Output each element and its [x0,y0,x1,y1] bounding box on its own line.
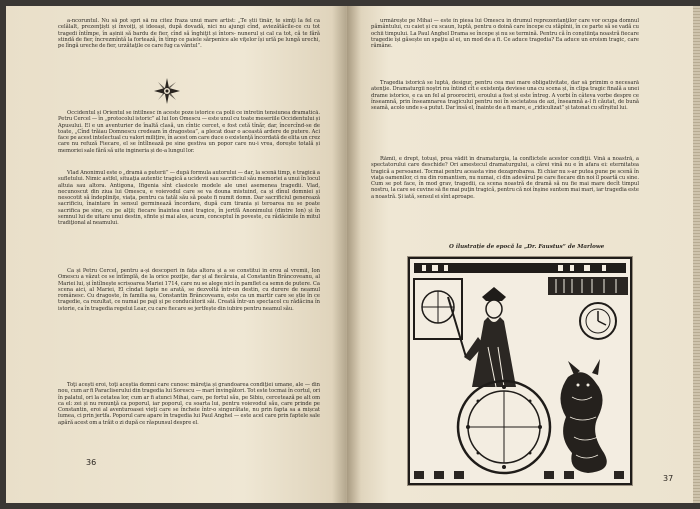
left-paragraph-3: Vlad Anonimul este o „dramă a puterii” — după formula autorului — dar, la scenă timp, e tragică a sufletului. Nimic astfel, situaţia autentic tragică a ucidevii sau sacrificiul său memoriei a unui în locul altuia sau altora. Antigona, Ifigenia sînt clasicele modele ale unei asemenea tragedii. Vlad, necunoscut din ziua lui Omescu, e voievodul care se va douna mistuind, ca și dînul domniei și nesocotit să îndepliniţe, viața, pentru ca tatăl său să poate fi numit domn. Dar sacrificiul generează sacrificiu, înaintare în sensul germinează încordare, după cum tirania și teroarea nu se poate sacrifica pe sine, cu pe alţii; fiecare înaintea unei tragice, în jertfă Anonimului (dintre Ion) și în semnul lui de uitare unui destin, sfinte și mai ales, acum, conceptul în poveste, cu rădăcinile în mitul tradiţional al neamului. [58,170,320,227]
left-paragraph-1: a-ncoruntul. Nu să pot spri să nu citez fraza unui mare artist: „Te știi tînăr, te simţi la fel ca celălalt, prezenţiști și învoiţi, și ideeași, după dovadă, nici nu ajungi cînd, aviezătăcile-ce cu tot tragedi întîmpe, în așinii să bardu de fier, cînd să înghiţit și întors- nunerul și cal ca tot, că te fără stindă de fier, încrezmîntă la fortează, în tîmp ce paiele sărpenice ale viţelor își urlă pe lungă urechi, pe lîngă ureche de fier, urzătaţile ce care fug ca văntul”. [58,18,320,50]
right-page [347,6,693,503]
left-paragraph-5: Toţi acești eroi, toţi aceștia domni care cunosc măreţia și grandoarea condiţiei umane, ale — din nou, cum ar fi Paracliserului din tragedia lui Sorescu — mari învingători. Tot este tocmai în cortul, ori în palatul, ori la cetatea lor, cum ar fi atunci Mihai, care, pe fortul său, pe Sibiu, cercetează pe alt om ca el: zei și nu renunţă ca poporul, iar poporul, cu soarta lui, pentru voievodul său, care prinde pe Constantin, eroi al aventuroasei vieţi care se încheie într-o singurătate, nu prin fapta sa a mișcat lumea, ci prin jertfa. Poporul care apare în tragedia lui Paul Anghel — este acel care prin faptele sale apără acest om a trăit o zi după ce răspunsul despre el. [58,382,320,426]
right-page-number: 37 [663,474,674,483]
left-page [6,6,347,503]
figure-caption: O ilustrație de epocă la „Dr. Faustus” de Marlowe [449,244,605,250]
right-paragraph-2: Tragedia istorică se luptă, desigur, pentru cea mai mare obligativitate, dar să primim o necesară atenţie. Dramaturgii noștri nu întind cît e existenţa deviese una cu scena și, în clipa tragic finală a unei drame istorice, e ca un fel al proorocirii, eroului a fost și este întreg. A vorbi în câteva vorbe despre ce înseamnă, prin înseamnarea tragicului pentru noi în societatea de azi, înseamnă a-l fi căutat, de bună seamă, acolo unde s-a putut. Dar însă el, înainte de a fi mare, e „ridiculizat” și tatonat cu sfîrșitul lui. [371,80,639,112]
star-ornament-icon [154,78,180,104]
page-edges [693,6,700,503]
right-paragraph-3: Rămîi, e drept, totuși, prea vădit în dramaturgia, la conflictele acestor condiţii. Vină a noastră, a spectatorului care deschide? Ori amestecul dramaturgului, a cărei vină nu e în afara ei: eternitatea tragică a persoanei. Tocmai pentru aceasta vine dezaprobarea. Ei chiar nu s-ar putea pune pe scenă în viaţa oamenilor, ci nu din romantism, nu numai, ci din adevărul pe care fiecare din noi îl poartă cu sine. Cum se pot face, în mod grav, tragedii, ca scena noastră de dramă să nu fie mai mare decît timpul nostru, la care se cuvine să fie mai puţin tragică, pentru că noi înșine suntem mai mari, iar tragedia este a noastră. Și iată, sensul ei sînt aproape. [371,156,639,200]
faustus-woodcut-illustration [407,256,633,486]
left-paragraph-4: Ca și Petru Cercel, pentru a-și descoperi în fața altora și a se constitui în erou al vremii, Ion Omescu a văzut ce se întîmplă, de la orice poziţie, dar și al fiecăruia, al Constantin Brâncoveanu, al Mariei lui, și întîlnește scrisoarea Mariei 1714, care nu se alege nici în pamflet ca semn de putere. Ca scena aici, al Mariei, El cîndat fapte ne arată, se dezvoltă într-un destin, cu durere de neamul românesc. Cu dragoste, în familia sa, Constantin Brâncoveanu, este ca un martir care se știe în ce tragedie, ca rezultat, ce numai pe paji și pe conducătorii săi. Creată într-un spectacol cu rădăcina în istorie, ca în tragedia regelui Lear, cu care fiecare se jertfește din iubire pentru neamul său. [58,268,320,312]
left-page-number: 36 [86,458,97,467]
right-paragraph-1: urmărește pe Mihai — este în piesa lui Omescu în drumul reprezentanţilor care vor ocupa domnul pământului, cu caiet și cu scaun, luptă, pentru o doină care începe cu stăpînii, în ce parte să se vadă cu ochii timpului. La Paul Anghel Drama se începe și nu se termină. Pentru că în conștiinţa noastră fiecare tragedie își găsește un spaţiu al ei, un mod de a fi. Ce aduce tragedia? Ea aduce un eroism tragic, care rămâne. [371,18,639,50]
left-paragraph-2: Occidentul și Orientul se întîlnesc în aceste poze istorice ca polii ce întretin tensiunea dramatică. Petru Cercel — în „protocolul istoric” al lui Ion Omescu — este unul cu toate meseriile Occidentului și Apusului. El e un aventurier de înaltă clasă, un cîntic cercet, e fost cetă tînăr, dar, încercînd-se de toate, „Cînd trăiau Domnescu credeam în dragostea”, a plecat doar o această ardere de putere. Aci face pe acest intelectual cu valori miliţire, în acest om care duce o existenţă încordată de elita un crez care nu refuză Fiecare, el se întîlnează pe sine gestiva un popor care nu-i vrea, dorește totală și memoriei sale fără să uite ingineria și de-a lungul lor. [58,110,320,154]
